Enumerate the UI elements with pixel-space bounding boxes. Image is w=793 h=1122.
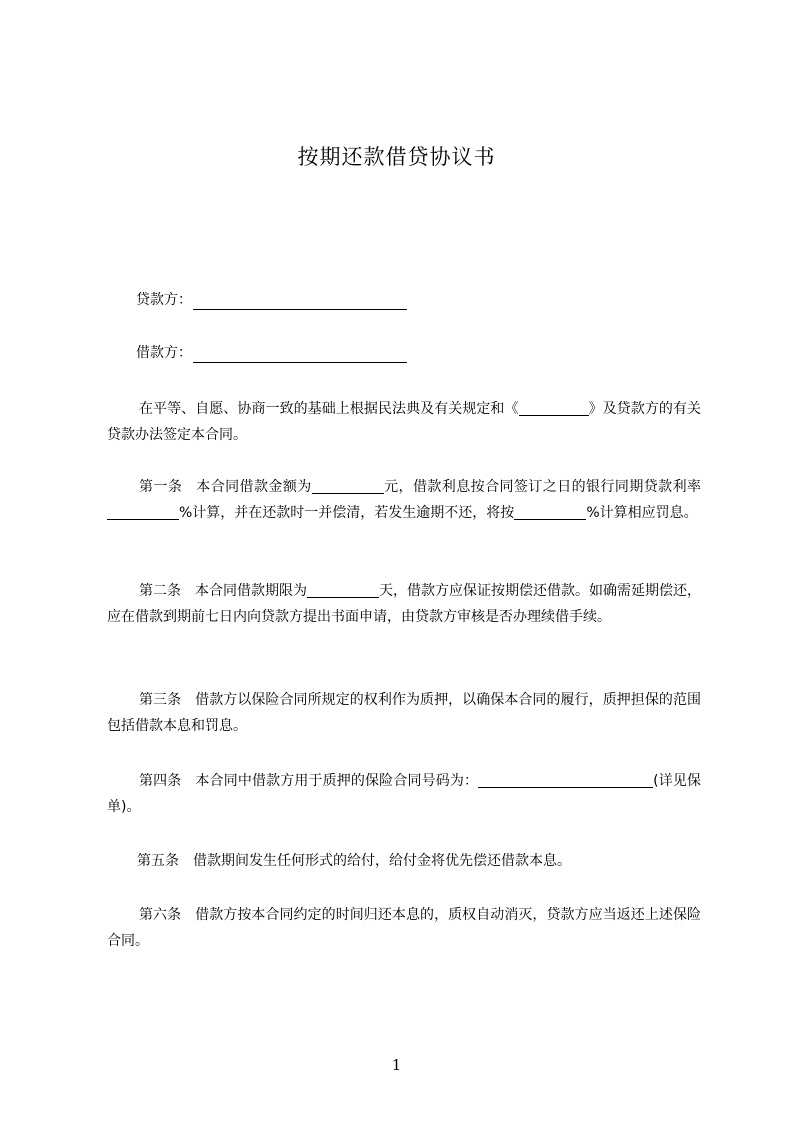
article-1-text-4: %计算相应罚息。 — [586, 505, 698, 521]
borrower-blank — [193, 346, 407, 363]
article-3 — [107, 687, 701, 739]
article-6-text: 借款方按本合同约定的时间归还本息的，质权自动消灭，贷款方应当返还上述保险合同。 — [107, 907, 702, 949]
article-1-text-2: 元，借款利息按合同签订之日的银行同期贷款利率 — [383, 479, 702, 495]
penalty-rate-blank — [514, 503, 586, 520]
article-1-text-1: 本合同借款金额为 — [196, 479, 312, 495]
intro-paragraph — [107, 396, 701, 448]
loan-term-blank — [307, 581, 379, 598]
page-number: 1 — [391, 1056, 402, 1074]
article-2 — [107, 578, 701, 630]
article-3-heading: 第三条 — [139, 692, 182, 708]
article-2-text-2: 天，借款方应保证按期偿还借款。如确需延期偿还，应在借款到期前七日内向贷款方提出书面申请，由贷款方审核是否办理续借手续。 — [107, 583, 701, 625]
article-4-heading: 第四条 — [139, 773, 182, 789]
article-6-heading: 第六条 — [139, 907, 182, 923]
policy-number-blank — [478, 771, 653, 788]
intro-text-1: 在平等、自愿、协商一致的基础上根据民法典及有关规定和《 — [139, 401, 519, 417]
article-5 — [107, 848, 701, 874]
article-1 — [107, 474, 701, 526]
article-4-text-2: (详见保单)。 — [107, 773, 702, 815]
borrower-field — [136, 343, 407, 363]
article-2-text-1: 本合同借款期限为 — [195, 583, 307, 599]
intro-text-2: 》及贷款方的有关贷款办法签定本合同。 — [107, 401, 702, 443]
regulation-name-blank — [519, 399, 589, 416]
article-4 — [107, 768, 701, 820]
article-6 — [107, 902, 701, 954]
article-2-heading: 第二条 — [139, 583, 181, 599]
article-5-text: 借款期间发生任何形式的给付，给付金将优先偿还借款本息。 — [193, 853, 571, 869]
article-1-text-3: %计算，并在还款时一并偿清，若发生逾期不还，将按 — [179, 505, 515, 521]
article-3-text: 借款方以保险合同所规定的权利作为质押，以确保本合同的履行，质押担保的范围包括借款本息和罚息。 — [107, 692, 702, 734]
article-5-heading: 第五条 — [137, 853, 179, 869]
lender-label: 贷款方： — [136, 292, 192, 308]
interest-rate-blank — [107, 503, 179, 520]
lender-field — [136, 290, 407, 310]
article-4-text-1: 本合同中借款方用于质押的保险合同号码为： — [195, 773, 479, 789]
page-title: 按期还款借贷协议书 — [297, 145, 496, 169]
article-1-heading: 第一条 — [139, 479, 183, 495]
lender-blank — [193, 293, 407, 310]
loan-amount-blank — [312, 477, 384, 494]
borrower-label: 借款方： — [136, 345, 192, 361]
